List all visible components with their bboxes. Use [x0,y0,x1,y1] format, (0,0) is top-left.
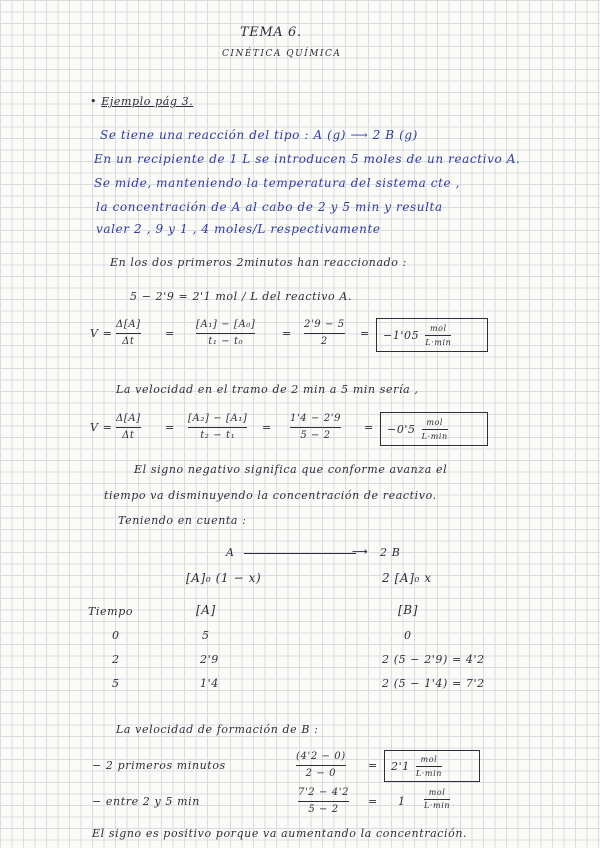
formation-row1-result: 2'1 [391,759,410,773]
note-line-1: El signo negativo significa que conforme avanza el [134,463,448,476]
reaction-arrow-line [244,553,356,554]
part1-unit-top: mol [429,323,447,333]
formation-title: La velocidad de formación de B : [116,723,319,736]
problem-line-3: Se mide, manteniendo la temperatura del sistema cte , [94,176,461,190]
part2-eq3: = [364,421,374,434]
formation-row1-num: (4'2 − 0) [296,751,346,762]
part1-result-box [376,318,488,352]
part1-num-den: 2 [320,336,328,347]
part2-unit-top: mol [426,417,444,427]
part1-conc-num: [A₁] − [A₀] [196,319,256,330]
part2-unit-bot: L·min [421,431,448,441]
table-row-2-a: 2'9 [200,653,219,666]
formation-conclusion: El signo es positivo porque va aumentando la concentración. [92,827,468,840]
part2-result-box [380,412,488,446]
formation-row1-fraction [296,752,346,779]
table-row-1-b: 0 [404,629,412,642]
part2-num-fraction [290,414,341,441]
part1-eq2: = [282,327,292,340]
table-header-b: [B] [398,603,418,617]
part1-conc-fraction [196,320,255,347]
problem-line-1: Se tiene una reacción del tipo : A (g) ⟶ 2 B (g) [100,128,418,142]
part2-result: −0'5 [387,422,416,436]
formation-row2-fraction [298,788,349,815]
formation-row2-unit-bot: L·min [424,801,451,810]
part2-num-num: 1'4 − 2'9 [290,413,342,424]
part2-rate-fraction [116,414,141,441]
part1-conc-den: t₁ − t₀ [208,336,244,347]
part2-rate-den: Δt [122,430,135,441]
formation-row1-label: − 2 primeros minutos [92,759,226,772]
table-row-3-time: 5 [112,677,120,690]
part2-rate-num: Δ[A] [116,413,141,424]
page-subtitle: CINÉTICA QUÍMICA [222,49,342,59]
part1-rate-den: Δt [122,336,135,347]
part1-v-label: V = [90,327,113,340]
part2-num-den: 5 − 2 [300,430,331,441]
example-heading [90,96,193,107]
reaction-right-conc: 2 [A]₀ x [382,571,432,585]
part1-eq3: = [360,327,370,340]
table-row-3-a: 1'4 [200,677,219,690]
part1-unit-bot: L·min [425,337,452,347]
reaction-left: A [226,546,235,559]
note-line-3: Teniendo en cuenta : [118,514,247,527]
reaction-arrow: ⟶ [352,545,368,558]
part2-intro: La velocidad en el tramo de 2 min a 5 min sería , [116,383,419,396]
formation-row2-result: 1 [398,795,406,808]
table-row-2-b: 2 (5 − 2'9) = 4'2 [382,653,485,666]
note-line-2: tiempo va disminuyendo la concentración de reactivo. [104,489,437,502]
formation-row2-unit [424,789,450,810]
table-row-1-time: 0 [112,629,120,642]
table-header-a: [A] [196,603,216,617]
part1-rate-fraction [116,320,141,347]
part2-eq1: = [165,421,175,434]
part2-conc-num: [A₂] − [A₁] [188,413,248,424]
part1-eq1: = [165,327,175,340]
formation-row2-unit-top: mol [428,788,446,797]
part1-intro: En los dos primeros 2minutos han reaccionado : [110,256,407,269]
reaction-left-conc: [A]₀ (1 − x) [186,571,262,585]
formation-row1-den: 2 − 0 [305,768,337,779]
bullet: • [90,95,98,108]
formation-row2-num: 7'2 − 4'2 [298,787,350,798]
part1-calc: 5 − 2'9 = 2'1 mol / L del reactivo A. [130,290,352,303]
part2-conc-fraction [188,414,247,441]
formation-row1-eq: = [368,759,378,772]
part2-v-label: V = [90,421,113,434]
tema-title: TEMA 6. [240,25,302,40]
part1-num-fraction [304,320,345,347]
table-row-2-time: 2 [112,653,120,666]
problem-line-4: la concentración de A al cabo de 2 y 5 min y resulta [96,200,443,214]
part1-num-num: 2'9 − 5 [304,319,345,330]
formation-row1-result-box [384,750,480,782]
formation-row1-unit-bot: L·min [415,768,442,778]
formation-row2-eq: = [368,795,378,808]
part2-conc-den: t₂ − t₁ [200,430,236,441]
table-row-3-b: 2 (5 − 1'4) = 7'2 [382,677,485,690]
problem-line-2: En un recipiente de 1 L se introducen 5 moles de un reactivo A. [94,152,521,166]
part2-eq2: = [262,421,272,434]
table-header-time: Tiempo [88,605,134,618]
formation-row1-unit-top: mol [420,754,438,764]
formation-row2-label: − entre 2 y 5 min [92,795,200,808]
part1-result: −1'05 [383,328,420,342]
table-row-1-a: 5 [202,629,210,642]
reaction-right: 2 B [380,546,401,559]
formation-row2-den: 5 − 2 [308,804,339,815]
problem-line-5: valer 2 , 9 y 1 , 4 moles/L respectivamente [96,222,381,236]
example-title: Ejemplo pág 3. [101,95,194,108]
part1-rate-num: Δ[A] [116,319,141,330]
